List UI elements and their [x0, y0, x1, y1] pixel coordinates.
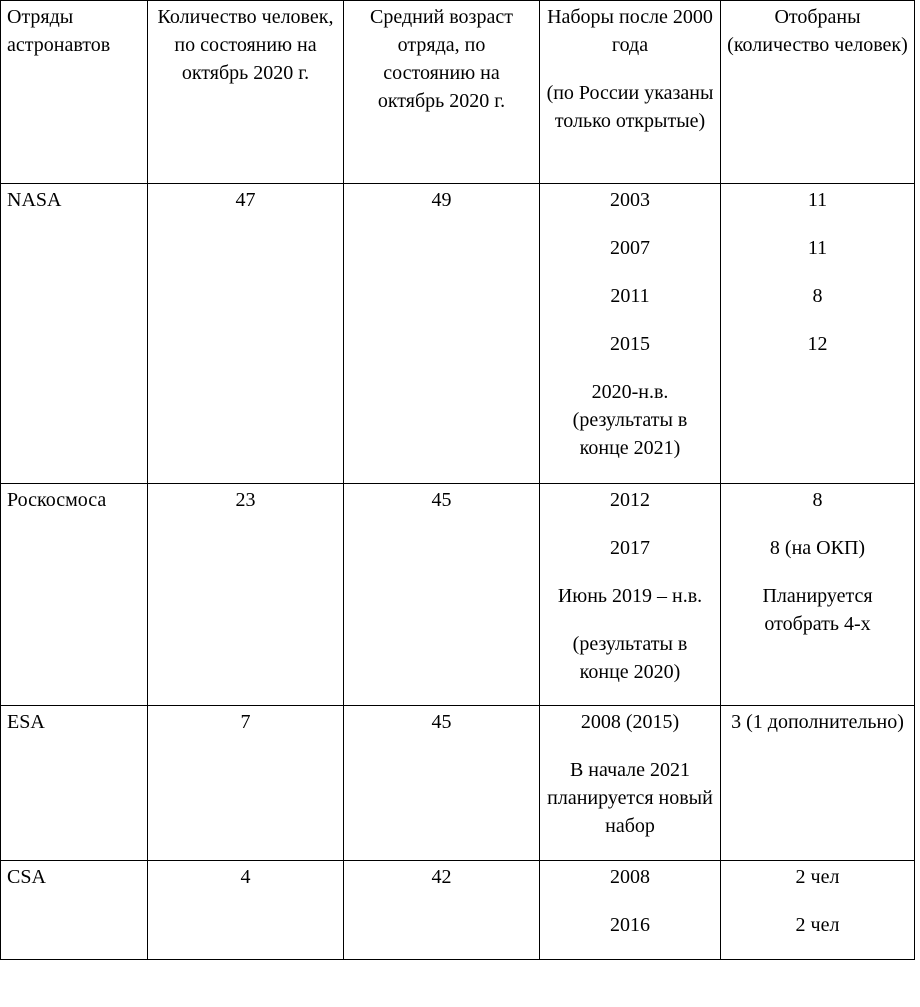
- recruitment-entry: (результаты в конце 2020): [572, 633, 688, 683]
- selected-entry: 11: [807, 189, 828, 211]
- selected-entry: 12: [807, 333, 828, 355]
- header-squads: Отряды астронавтов: [1, 1, 148, 184]
- age-cell: 42: [344, 861, 540, 960]
- table-row: [1, 706, 915, 861]
- recruitment-entry: 2016: [610, 914, 650, 936]
- recruitment-entry: 2012: [610, 489, 650, 511]
- recruitments-cell: [540, 861, 721, 960]
- selected-entry: 8: [812, 489, 823, 511]
- recruitment-entry: 2003: [610, 189, 650, 211]
- recruitment-entry: 2017: [610, 537, 650, 559]
- selected-entry: 2 чел: [795, 914, 840, 936]
- age-cell: 49: [344, 184, 540, 484]
- recruitment-entry: 2008 (2015): [580, 711, 680, 733]
- selected-entry: Планируется отобрать 4-х: [762, 585, 873, 635]
- header-selected: Отобраны (количество человек): [721, 1, 915, 184]
- agency-cell: CSA: [1, 861, 148, 960]
- age-cell: 45: [344, 484, 540, 706]
- count-cell: 23: [148, 484, 344, 706]
- table-row: [1, 184, 915, 484]
- selected-entry: 2 чел: [795, 866, 840, 888]
- selected-entry: 8: [812, 285, 823, 307]
- recruitments-cell: [540, 484, 721, 706]
- selected-entry: 3 (1 дополнительно): [731, 711, 904, 733]
- count-cell: 7: [148, 706, 344, 861]
- header-age: Средний возраст отряда, по состоянию на октябрь 2020 г.: [344, 1, 540, 184]
- recruitment-entry: 2008: [610, 866, 650, 888]
- header-recruitments-title: Наборы после 2000 года: [547, 6, 713, 56]
- recruitment-entry: 2020-н.в. (результаты в конце 2021): [572, 381, 688, 459]
- recruitments-cell: [540, 184, 721, 484]
- recruitment-entry: Июнь 2019 – н.в.: [557, 585, 703, 607]
- agency-cell: ESA: [1, 706, 148, 861]
- selected-entry: 8 (на ОКП): [769, 537, 866, 559]
- selected-cell: [721, 484, 915, 706]
- recruitment-entry: 2007: [610, 237, 650, 259]
- recruitment-entry: В начале 2021 планируется новый набор: [547, 759, 713, 837]
- header-recruitments: [540, 1, 721, 184]
- table-row: [1, 861, 915, 960]
- selected-cell: [721, 706, 915, 861]
- agency-cell: NASA: [1, 184, 148, 484]
- selected-cell: [721, 184, 915, 484]
- table-row: [1, 484, 915, 706]
- header-recruitments-note: (по России указаны только открытые): [546, 82, 714, 132]
- age-cell: 45: [344, 706, 540, 861]
- count-cell: 4: [148, 861, 344, 960]
- selected-entry: 11: [807, 237, 828, 259]
- recruitment-entry: 2011: [610, 285, 650, 307]
- selected-cell: [721, 861, 915, 960]
- agency-cell: Роскосмоса: [1, 484, 148, 706]
- header-count: Количество человек, по состоянию на октябрь 2020 г.: [148, 1, 344, 184]
- recruitment-entry: 2015: [610, 333, 650, 355]
- header-row: [1, 1, 915, 184]
- recruitments-cell: [540, 706, 721, 861]
- count-cell: 47: [148, 184, 344, 484]
